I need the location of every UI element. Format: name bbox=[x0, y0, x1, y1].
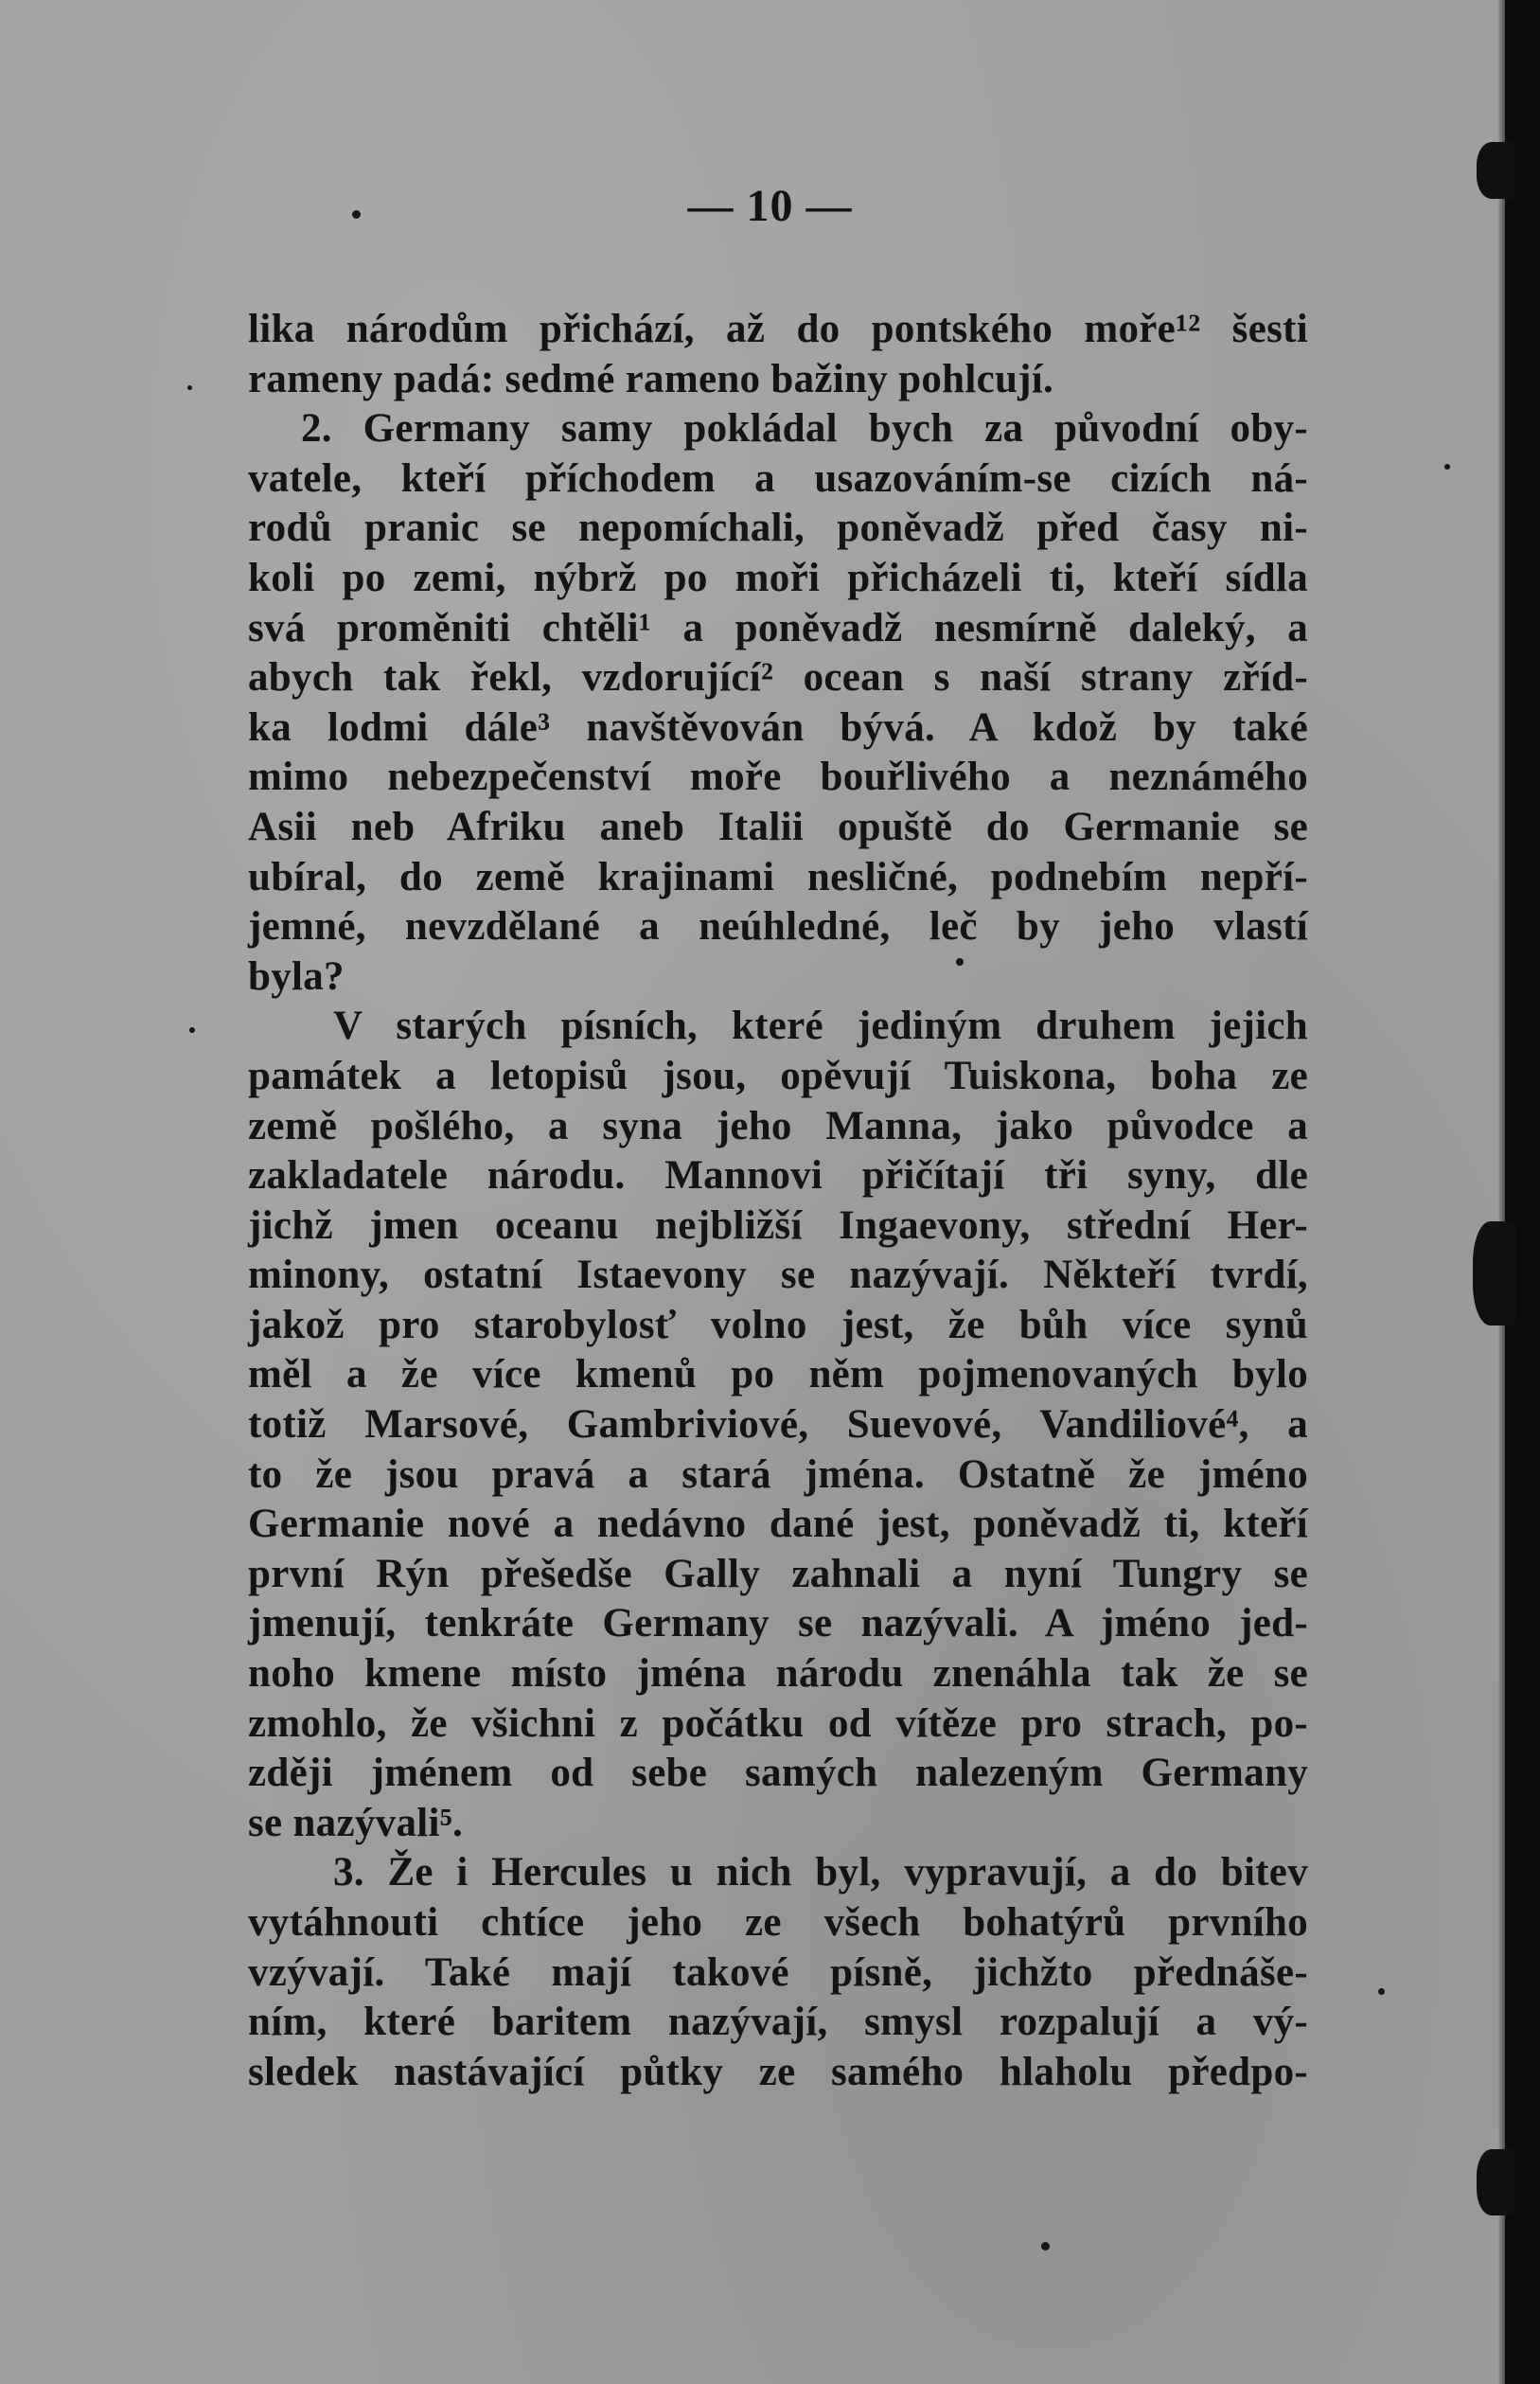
text-line: vzývají. Také mají takové písně, jichžto přednáše- bbox=[248, 1949, 1308, 1995]
binding-tear bbox=[1477, 2149, 1514, 2215]
text-line: rodů pranic se nepomíchali, poněvadž před časy ni- bbox=[248, 506, 1308, 551]
text-line: totiž Marsové, Gambriviové, Suevové, Vandiliové⁴, a bbox=[248, 1402, 1308, 1448]
text-line: jemné, nevzdělané a neúhledné, leč by jeho vlastí bbox=[248, 904, 1308, 950]
text-line: byla? bbox=[248, 953, 345, 999]
text-line: zakladatele národu. Mannovi přičítají tři syny, dle bbox=[248, 1153, 1308, 1199]
body-text bbox=[248, 305, 1308, 2097]
text-line: Germanie nové a nedávno dané jest, poněvadž ti, kteří bbox=[248, 1502, 1308, 1547]
text-line: koli po zemi, nýbrž po moři přicházeli ti, kteří sídla bbox=[248, 555, 1308, 600]
text-line: vatele, kteří příchodem a usazováním-se cizích ná- bbox=[248, 455, 1308, 501]
text-line: sledek nastávající půtky ze samého hlaholu předpo- bbox=[248, 2049, 1308, 2094]
text-line: země pošlého, a syna jeho Manna, jako původce a bbox=[248, 1103, 1308, 1148]
text-line: to že jsou pravá a stará jména. Ostatně že jméno bbox=[248, 1451, 1308, 1497]
book-spine bbox=[1505, 0, 1540, 2384]
text-line: památek a letopisů jsou, opěvují Tuiskona, boha ze bbox=[248, 1053, 1308, 1098]
text-line: zději jménem od sebe samých nalezeným Germany bbox=[248, 1751, 1308, 1796]
text-line: minony, ostatní Istaevony se nazývají. Někteří tvrdí, bbox=[248, 1253, 1308, 1298]
dust-speck bbox=[1444, 464, 1450, 470]
dust-speck bbox=[1041, 2242, 1050, 2251]
text-line: měl a že více kmenů po něm pojmenovaných bylo bbox=[248, 1352, 1308, 1397]
text-line: jmenují, tenkráte Germany se nazývali. A jméno jed- bbox=[248, 1601, 1308, 1646]
text-line: 2. Germany samy pokládal bych za původní oby- bbox=[301, 406, 1308, 452]
dust-speck bbox=[189, 1027, 195, 1033]
text-line: se nazývali⁵. bbox=[248, 1800, 464, 1845]
text-line: V starých písních, které jediným druhem jejich bbox=[333, 1004, 1308, 1049]
text-line: ka lodmi dále³ navštěvován bývá. A kdož by také bbox=[248, 704, 1308, 750]
text-line: mimo nebezpečenství moře bouřlivého a neznámého bbox=[248, 755, 1308, 800]
text-line: první Rýn přešedše Gally zahnali a nyní Tungry se bbox=[248, 1551, 1308, 1596]
text-line: vytáhnouti chtíce jeho ze všech bohatýrů prvního bbox=[248, 1900, 1308, 1945]
text-line: svá proměniti chtěli¹ a poněvadž nesmírně daleký, a bbox=[248, 605, 1308, 650]
dust-speck bbox=[187, 385, 192, 390]
text-line: 3. Že i Hercules u nich byl, vypravují, a do bitev bbox=[333, 1850, 1308, 1895]
page-number: — 10 — bbox=[687, 181, 853, 231]
dust-speck bbox=[1378, 1988, 1385, 1995]
text-line: noho kmene místo jména národu znenáhla tak že se bbox=[248, 1651, 1308, 1697]
text-line: Asii neb Afriku aneb Italii opuště do Germanie se bbox=[248, 804, 1308, 849]
text-line: rameny padá: sedmé rameno bažiny pohlcují. bbox=[248, 356, 1054, 401]
text-line: abych tak řekl, vzdorující² ocean s naší strany zříd- bbox=[248, 655, 1308, 701]
text-line: ním, které baritem nazývají, smysl rozpalují a vý- bbox=[248, 2000, 1308, 2045]
text-line: ubíral, do země krajinami nesličné, podnebím nepří- bbox=[248, 854, 1308, 899]
text-line: zmohlo, že všichni z počátku od vítěze pro strach, po- bbox=[248, 1700, 1308, 1746]
text-line: jakož pro starobylosť volno jest, že bůh více synů bbox=[248, 1302, 1308, 1347]
text-line: lika národům přichází, až do pontského moře¹² šesti bbox=[248, 307, 1308, 351]
text-line: jichž jmen oceanu nejbližší Ingaevony, střední Her- bbox=[248, 1202, 1308, 1248]
binding-tear bbox=[1473, 1221, 1516, 1325]
